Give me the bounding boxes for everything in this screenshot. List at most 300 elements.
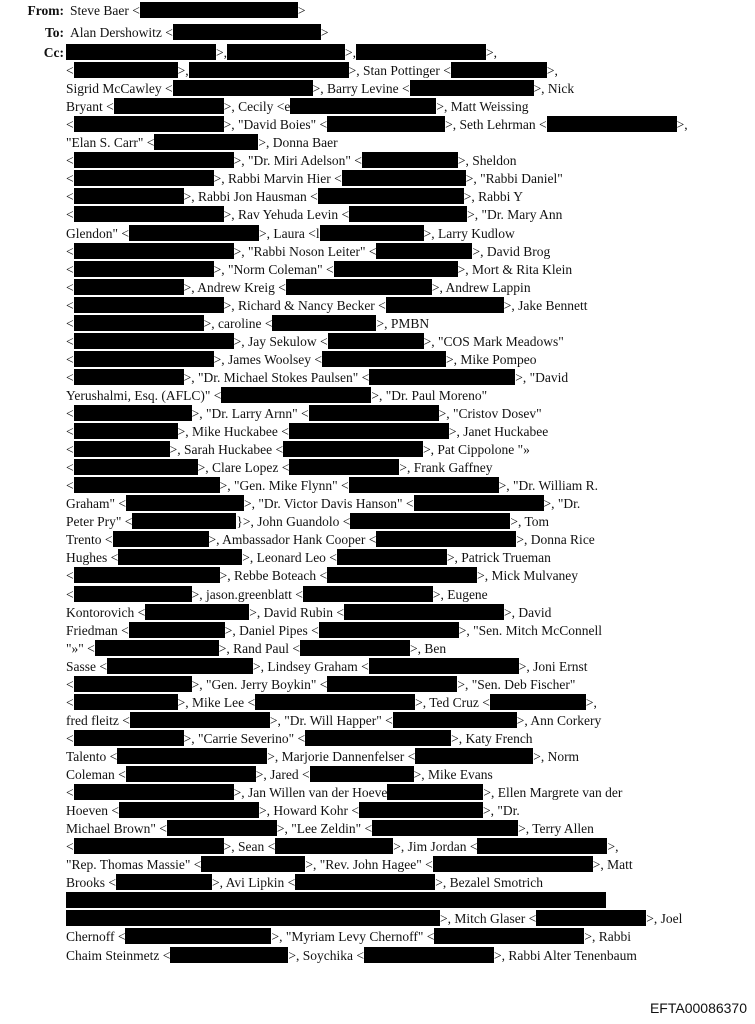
cc-text: >, Daniel Pipes < <box>224 622 319 638</box>
redaction <box>275 838 393 854</box>
cc-text: >, Frank Gaffney <box>399 460 493 476</box>
cc-line <box>66 170 746 188</box>
redaction <box>227 44 345 60</box>
cc-text: < <box>66 351 74 367</box>
redaction <box>393 712 517 728</box>
redaction <box>74 405 192 421</box>
cc-text: >, Mick Mulvaney <box>477 568 579 584</box>
redaction <box>116 874 212 890</box>
cc-line <box>66 874 746 892</box>
cc-text: >, Pat Cippolone "» <box>423 442 530 458</box>
cc-text: >, Ellen Margrete van der <box>483 785 623 801</box>
to-label: To: <box>44 25 64 40</box>
cc-text: >, "Dr. <box>482 803 520 819</box>
cc-text: < <box>66 243 74 259</box>
redaction <box>173 24 321 40</box>
cc-line <box>66 423 746 441</box>
redaction <box>74 676 192 692</box>
cc-text: >, Mitch Glaser < <box>440 911 537 927</box>
cc-line <box>66 748 746 766</box>
cc-text: Michael Brown" < <box>66 821 167 837</box>
cc-text: >, "Cristov Dosev" <box>438 406 542 421</box>
cc-text: < <box>66 261 74 277</box>
cc-line <box>66 98 746 116</box>
redaction <box>310 766 414 782</box>
redaction <box>327 116 445 132</box>
cc-line <box>66 947 746 965</box>
redaction <box>547 116 677 132</box>
cc-text: >, Rabbi Marvin Hier < <box>213 171 342 187</box>
cc-text: >, Eugene <box>432 586 488 602</box>
cc-text: >, Ted Cruz < <box>415 694 490 710</box>
redaction <box>132 513 236 529</box>
cc-line <box>66 856 746 874</box>
to-name: Alan Dershowitz < <box>70 25 173 40</box>
cc-text: >, PMBN <box>376 315 430 331</box>
cc-text: >, <box>486 45 497 60</box>
cc-line <box>66 766 746 784</box>
cc-line <box>66 820 746 838</box>
cc-line <box>66 531 746 549</box>
cc-text: >, Patrick Trueman <box>446 550 551 566</box>
redaction <box>536 910 646 926</box>
redaction <box>295 874 435 890</box>
cc-text: >, Cecily <e <box>223 99 291 115</box>
redaction <box>386 297 504 313</box>
cc-text: Sasse < <box>66 658 107 674</box>
from-label: From: <box>27 3 64 18</box>
cc-line <box>66 243 746 261</box>
redaction <box>309 405 439 421</box>
redaction <box>189 62 349 78</box>
document-id: EFTA00086370 <box>649 1000 747 1016</box>
redaction <box>74 152 234 168</box>
cc-text: >, <box>585 694 597 710</box>
cc-text: < <box>66 478 74 494</box>
redaction <box>173 80 313 96</box>
cc-text: Chaim Steinmetz < <box>66 947 171 963</box>
cc-line <box>66 188 746 206</box>
cc-line <box>66 910 746 928</box>
cc-line <box>66 405 746 423</box>
cc-text: >, Norm <box>533 748 580 764</box>
cc-text: < <box>66 369 74 385</box>
redaction <box>327 676 457 692</box>
cc-text: >, Barry Levine < <box>312 81 410 97</box>
redaction <box>74 261 214 277</box>
redaction <box>350 513 510 529</box>
cc-line <box>66 369 746 387</box>
redaction <box>337 549 447 565</box>
redaction <box>289 423 449 439</box>
cc-text: "Elan S. Carr" < <box>66 135 155 151</box>
redaction <box>349 477 499 493</box>
redaction <box>318 188 464 204</box>
cc-text: < <box>66 568 74 584</box>
redaction <box>74 586 192 602</box>
cc-line <box>66 62 746 80</box>
redaction <box>255 694 415 710</box>
cc-text: < <box>66 694 74 710</box>
redaction <box>74 279 184 295</box>
cc-text: >, Soychika < <box>288 947 364 963</box>
cc-text: }>, John Guandolo < <box>236 514 351 530</box>
redaction <box>414 495 544 511</box>
cc-text: >, <box>676 117 688 133</box>
redaction <box>221 387 371 403</box>
cc-text: >, Howard Kohr < <box>258 803 359 819</box>
redaction <box>74 170 214 186</box>
redaction <box>74 297 224 313</box>
redaction <box>376 243 472 259</box>
cc-text: >, Jim Jordan < <box>393 839 478 855</box>
cc-text: >, Rabbi <box>584 929 631 945</box>
redaction <box>126 495 244 511</box>
cc-text: >, Clare Lopez < <box>197 460 290 476</box>
redaction <box>316 910 440 926</box>
cc-text: >, Andrew Lappin <box>431 279 531 295</box>
cc-text: >, Lindsey Graham < <box>253 658 369 674</box>
cc-text: >, Mort & Rita Klein <box>457 261 573 277</box>
redaction <box>372 820 518 836</box>
cc-text: >, David Rubin < <box>249 604 344 620</box>
cc-text: Peter Pry" < <box>66 514 133 530</box>
cc-line <box>66 225 746 243</box>
cc-text: >, jason.greenblatt < <box>191 586 303 602</box>
cc-text: >, <box>607 839 619 855</box>
cc-text: Graham" < <box>66 496 126 512</box>
cc-text: Bryant < <box>66 99 114 115</box>
cc-text: >, "Rabbi Daniel" <box>465 171 563 187</box>
redaction <box>305 730 451 746</box>
cc-text: >, Stan Pottinger < <box>348 63 451 79</box>
cc-text: >, "Dr. Mary Ann <box>467 207 563 223</box>
cc-text: < <box>66 460 74 476</box>
cc-text: >, "Dr. Larry Arnn" < <box>191 406 309 421</box>
cc-text: >, Joel <box>646 911 683 927</box>
cc-line <box>66 892 746 910</box>
redaction <box>369 658 519 674</box>
cc-text: >, Rebbe Boteach < <box>219 568 328 584</box>
cc-line <box>66 513 746 531</box>
redaction <box>349 206 467 222</box>
redaction <box>74 116 224 132</box>
cc-text: < <box>66 189 74 205</box>
cc-text: < <box>66 207 74 223</box>
cc-text: >, caroline < <box>203 315 273 331</box>
cc-text: < <box>66 297 74 313</box>
cc-text: < <box>66 424 74 440</box>
cc-text: >, <box>546 63 558 79</box>
cc-text: Friedman < <box>66 622 129 638</box>
cc-line <box>66 351 746 369</box>
redaction <box>74 567 220 583</box>
redaction <box>74 62 178 78</box>
redaction <box>167 820 277 836</box>
cc-text: >, "Rev. John Hagee" < <box>305 857 433 873</box>
redaction <box>66 892 606 908</box>
redaction <box>74 188 184 204</box>
cc-text: >, "Dr. William R. <box>498 478 598 494</box>
to-line <box>6 24 746 42</box>
cc-text: >, <box>345 45 356 60</box>
redaction <box>140 2 298 18</box>
cc-line <box>66 495 746 513</box>
redaction <box>364 947 494 963</box>
cc-text: >, Jan Willen van der Hoeve <box>233 785 388 801</box>
cc-line <box>66 604 746 622</box>
cc-text: >, Leonard Leo < <box>242 550 337 566</box>
cc-label: Cc: <box>43 45 64 60</box>
cc-text: < <box>66 63 74 79</box>
cc-text: >, Seth Lehrman < <box>445 117 547 133</box>
cc-line <box>66 206 746 224</box>
cc-line <box>66 333 746 351</box>
cc-text: >, Rav Yehuda Levin < <box>223 207 350 223</box>
redaction <box>129 622 225 638</box>
redaction <box>201 856 305 872</box>
cc-text: Hughes < <box>66 550 119 566</box>
redaction <box>342 170 466 186</box>
cc-text: < <box>66 117 74 133</box>
cc-text: >, Sean < <box>223 839 276 855</box>
cc-line <box>66 477 746 495</box>
cc-text: Coleman < <box>66 767 126 782</box>
cc-text: >, Katy French <box>451 730 533 746</box>
redaction <box>74 838 224 854</box>
cc-text: >, Bezalel Smotrich <box>435 875 543 891</box>
cc-text: Chernoff < <box>66 929 126 945</box>
cc-text: >, "Norm Coleman" < <box>213 261 334 277</box>
cc-text: Kontorovich < <box>66 604 146 620</box>
cc-text: >, Donna Baer <box>258 135 338 151</box>
from-line <box>6 2 746 20</box>
redaction <box>344 604 504 620</box>
redaction <box>74 477 220 493</box>
cc-text: >, Jay Sekulow < <box>233 333 328 349</box>
cc-text: >, Laura <l <box>259 225 320 241</box>
redaction <box>170 947 288 963</box>
cc-text: >, James Woolsey < <box>213 351 323 367</box>
redaction <box>387 784 483 800</box>
cc-line <box>66 261 746 279</box>
cc-text: >, "David <box>515 369 569 385</box>
redaction <box>319 622 459 638</box>
cc-text: Talento < <box>66 748 118 764</box>
cc-text: >, Ann Corkery <box>516 712 602 728</box>
cc-line <box>66 838 746 856</box>
redaction <box>145 604 249 620</box>
cc-text: >, "Gen. Jerry Boykin" < <box>191 676 328 692</box>
redaction <box>356 44 486 60</box>
cc-text: >, "Rabbi Noson Leiter" < <box>233 243 377 259</box>
cc-text: >, Rabbi Y <box>463 189 523 205</box>
redaction <box>119 802 259 818</box>
cc-text: >, "Lee Zeldin" < <box>276 821 373 837</box>
cc-line <box>66 586 746 604</box>
redaction <box>74 315 204 331</box>
redaction <box>66 910 316 926</box>
to-tail: > <box>320 25 329 40</box>
cc-text: >, David <box>503 604 552 620</box>
redaction <box>272 315 376 331</box>
cc-text: >, Rabbi Jon Hausman < <box>183 189 318 205</box>
cc-text: >, Avi Lipkin < <box>212 875 296 891</box>
cc-text: >, Mike Evans <box>413 767 493 782</box>
redaction <box>74 694 178 710</box>
cc-text: < <box>66 406 74 421</box>
redaction <box>477 838 607 854</box>
from-tail: > <box>297 3 306 18</box>
redaction <box>74 423 178 439</box>
cc-line <box>66 802 746 820</box>
cc-line <box>66 694 746 712</box>
redaction <box>74 459 198 475</box>
cc-text: < <box>66 171 74 187</box>
redaction <box>322 351 446 367</box>
redaction <box>327 567 477 583</box>
redaction <box>74 351 214 367</box>
redaction <box>74 784 234 800</box>
redaction <box>303 586 433 602</box>
redaction <box>74 730 184 746</box>
cc-text: >, "David Boies" < <box>223 117 328 133</box>
cc-text: "»" < <box>66 640 95 656</box>
redaction <box>125 928 271 944</box>
cc-line <box>66 152 746 170</box>
cc-text: >, Donna Rice <box>516 532 595 548</box>
cc-text: >, Joni Ernst <box>518 658 588 674</box>
cc-line <box>66 640 746 658</box>
cc-text: < <box>66 676 74 692</box>
cc-text: >, Marjorie Dannenfelser < <box>267 748 416 764</box>
cc-text: >, Nick <box>533 81 575 97</box>
redaction <box>320 225 424 241</box>
cc-text: < <box>66 442 74 458</box>
redaction <box>154 134 258 150</box>
redaction <box>433 856 593 872</box>
cc-line <box>66 116 746 134</box>
redaction <box>286 279 432 295</box>
cc-text: >, Larry Kudlow <box>423 225 515 241</box>
cc-line <box>66 549 746 567</box>
redaction <box>434 928 584 944</box>
cc-line <box>66 80 746 98</box>
cc-text: >, David Brog <box>472 243 551 259</box>
cc-text: >, Terry Allen <box>518 821 594 837</box>
cc-line <box>66 928 746 946</box>
cc-text: < <box>66 586 74 602</box>
redaction <box>95 640 219 656</box>
redaction <box>289 459 399 475</box>
redaction <box>74 369 184 385</box>
cc-text: >, "Dr. Victor Davis Hanson" < <box>243 496 414 512</box>
cc-text: >, Matt Weissing <box>436 99 529 115</box>
redaction <box>66 44 216 60</box>
cc-text: >, Janet Huckabee <box>448 424 549 440</box>
cc-text: >, Sheldon <box>457 153 517 169</box>
cc-text: >, Andrew Kreig < <box>183 279 286 295</box>
cc-text: fred fleitz < <box>66 712 130 728</box>
cc-text: >, Jared < <box>255 767 310 782</box>
redaction <box>74 441 170 457</box>
cc-text: >, <box>216 45 227 60</box>
cc-text: >, Mike Pompeo <box>446 351 537 367</box>
cc-text: >, Sarah Huckabee < <box>169 442 284 458</box>
cc-line <box>66 279 746 297</box>
redaction <box>126 766 256 782</box>
cc-line <box>66 730 746 748</box>
cc-text: < <box>66 839 74 855</box>
redaction <box>74 333 234 349</box>
cc-text: >, "Sen. Mitch McConnell <box>458 622 602 638</box>
cc-text: >, Matt <box>592 857 633 873</box>
redaction <box>376 531 516 547</box>
cc-text: >, "Dr. <box>543 496 581 512</box>
cc-text: >, <box>177 63 189 79</box>
cc-text: >, Ambassador Hank Cooper < <box>208 532 377 548</box>
cc-text: >, "Dr. Michael Stokes Paulsen" < <box>183 369 370 385</box>
cc-line <box>66 134 746 152</box>
redaction <box>451 62 547 78</box>
redaction <box>283 441 423 457</box>
cc-text: < <box>66 333 74 349</box>
cc-text: Brooks < <box>66 875 116 891</box>
cc-text: < <box>66 785 74 801</box>
cc-text: Glendon" < <box>66 225 129 241</box>
cc-text: >, "Myriam Levy Chernoff" < <box>271 929 435 945</box>
cc-text: >, "Sen. Deb Fischer" <box>457 676 576 692</box>
redaction <box>113 531 209 547</box>
redaction <box>74 243 234 259</box>
cc-text: >, "Dr. Miri Adelson" < <box>233 153 362 169</box>
cc-text: >, "Dr. Will Happer" < <box>269 712 393 728</box>
redaction <box>130 712 270 728</box>
from-name: Steve Baer < <box>70 3 140 18</box>
cc-text: >, Jake Bennett <box>503 297 588 313</box>
redaction <box>410 80 534 96</box>
redaction <box>300 640 410 656</box>
cc-line <box>66 712 746 730</box>
cc-text: Sigrid McCawley < <box>66 81 173 97</box>
cc-line <box>66 44 746 62</box>
cc-line <box>66 297 746 315</box>
cc-line <box>66 387 746 405</box>
cc-text: >, Mike Lee < <box>177 694 256 710</box>
cc-text: < <box>66 279 74 295</box>
cc-line <box>66 784 746 802</box>
cc-text: >, Tom <box>510 514 550 530</box>
redaction <box>107 658 253 674</box>
cc-text: >, Rabbi Alter Tenenbaum <box>493 947 637 963</box>
redaction <box>129 225 259 241</box>
cc-line <box>66 441 746 459</box>
cc-text: >, "Gen. Mike Flynn" < <box>219 478 349 494</box>
cc-line <box>66 567 746 585</box>
cc-line <box>66 676 746 694</box>
redaction <box>334 261 458 277</box>
cc-text: >, "COS Mark Meadows" <box>423 333 564 349</box>
redaction <box>415 748 533 764</box>
cc-text: Trento < <box>66 532 113 548</box>
redaction <box>369 369 515 385</box>
cc-text: >, "Dr. Paul Moreno" <box>371 387 488 403</box>
redaction <box>359 802 483 818</box>
cc-line <box>66 658 746 676</box>
redaction <box>290 98 436 114</box>
redaction <box>118 549 242 565</box>
redaction <box>117 748 267 764</box>
